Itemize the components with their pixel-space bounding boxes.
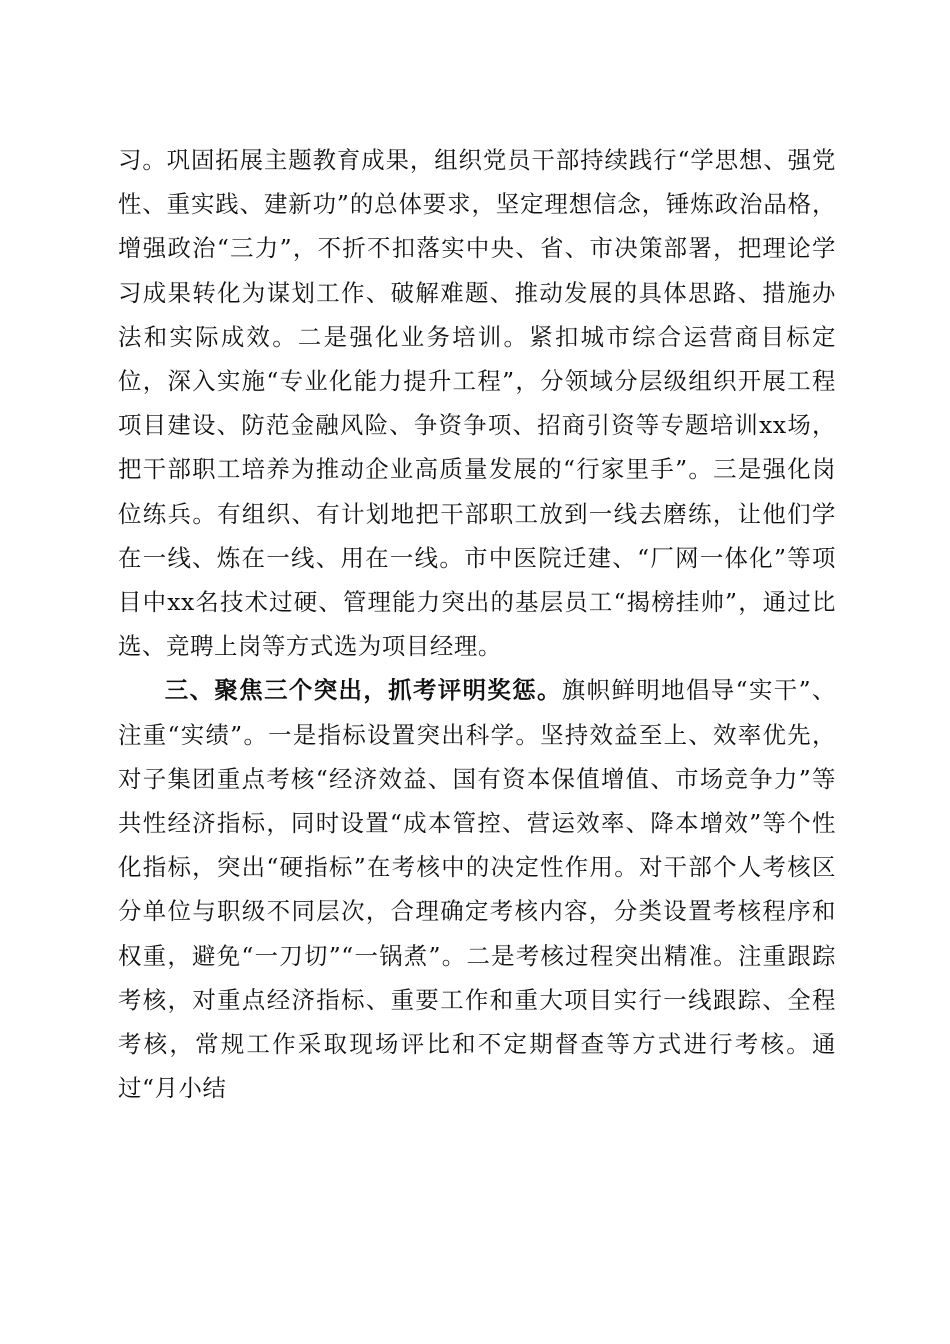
paragraph-2: [118, 668, 836, 1110]
section-heading: 三、聚焦三个突出，抓考评明奖惩。: [164, 676, 562, 705]
paragraph-2-text: 旗帜鲜明地倡导“实干”、注重“实绩”。一是指标设置突出科学。坚持效益至上、效率优先，对子集团重点考核“经济效益、国有资本保值增值、市场竞争力”等共性经济指标，同时设置“成本管控、营运效率、降本增效”等个性化指标，突出“硬指标”在考核中的决定性作用。对干部个人考核区分单位与职级不同层次，合理确定考核内容，分类设置考核程序和权重，避免“一刀切”“一锅煮”。二是考核过程突出精准。注重跟踪考核，对重点经济指标、重要工作和重大项目实行一线跟踪、全程考核，常规工作采取现场评比和不定期督查等方式进行考核。通过“月小结: [118, 676, 836, 1103]
paragraph-1-text: 习。巩固拓展主题教育成果，组织党员干部持续践行“学思想、强党性、重实践、建新功”的总体要求，坚定理想信念，锤炼政治品格，增强政治“三力”，不折不扣落实中央、省、市决策部署，把理论学习成果转化为谋划工作、破解难题、推动发展的具体思路、措施办法和实际成效。二是强化业务培训。紧扣城市综合运营商目标定位，深入实施“专业化能力提升工程”，分领域分层级组织开展工程项目建设、防范金融风险、争资争项、招商引资等专题培训xx场，把干部职工培养为推动企业高质量发展的“行家里手”。三是强化岗位练兵。有组织、有计划地把干部职工放到一线去磨练，让他们学在一线、炼在一线、用在一线。市中医院迁建、“厂网一体化”等项目中xx名技术过硬、管理能力突出的基层员工“揭榜挂帅”，通过比选、竞聘上岗等方式选为项目经理。: [118, 146, 836, 661]
paragraph-1: [118, 138, 836, 668]
document-body: [118, 138, 836, 1110]
